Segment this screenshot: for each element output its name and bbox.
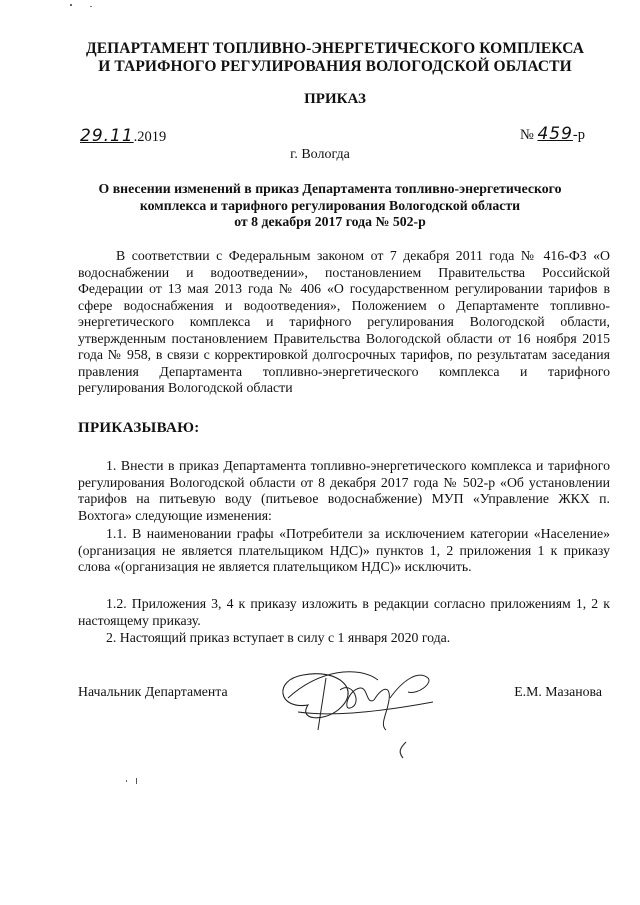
- signatory-name: Е.М. Мазанова: [514, 684, 602, 699]
- number-prefix: №: [519, 127, 534, 143]
- doc-type-title: ПРИКАЗ: [304, 91, 366, 107]
- number-handwritten: 459: [537, 124, 573, 144]
- order-date: [80, 126, 166, 146]
- order-word: ПРИКАЗЫВАЮ:: [78, 420, 200, 436]
- order-subject: [90, 181, 570, 231]
- date-handwritten: 29.11: [80, 126, 134, 146]
- date-year: .2019: [133, 129, 167, 145]
- department-line-1: ДЕПАРТАМЕНТ ТОПЛИВНО-ЭНЕРГЕТИЧЕСКОГО КОМПЛЕКСА: [85, 40, 585, 57]
- handwritten-signature: [268, 650, 448, 745]
- pen-mark: [394, 740, 410, 760]
- department-line-2: И ТАРИФНОГО РЕГУЛИРОВАНИЯ ВОЛОГОДСКОЙ ОБЛАСТИ: [98, 58, 572, 75]
- subject-line-1: О внесении изменений в приказ Департамента топливно-энергетического: [98, 181, 562, 196]
- subject-line-2: комплекса и тарифного регулирования Вологодской области: [139, 197, 521, 213]
- order-item-1: 1. Внести в приказ Департамента топливно-энергетического комплекса и тарифного регулирования Вологодской области от 8 декабря 2017 года № 502-р «Об установлении тарифов на питьевую воду (питьевое водоснабжение) МУП «Управление ЖКХ п. Вохтога» следующие изменения:: [78, 458, 610, 523]
- number-suffix: -р: [572, 127, 585, 143]
- order-item-1-1: 1.1. В наименовании графы «Потребители за исключением категории «Население» (организация не является плательщиком НДС)» пунктов 1, 2 приложения 1 к приказу слова «(организация не является плательщиком НДС)» исключить.: [78, 526, 610, 574]
- preamble-paragraph: В соответствии с Федеральным законом от 7 декабря 2011 года № 416-ФЗ «О водоснабжении и водоотведении», постановлением Правительства Российской Федерации от 13 мая 2013 года № 406 «О государственном регулировании тарифов в сфере водоснабжения и водоотведения», Положением о Департаменте топливно-энергетического комплекса и тарифного регулирования Вологодской области, утвержденным постановлением Правительства Вологодской области от 16 ноября 2015 года № 958, в связи с корректировкой долгосрочных тарифов, по результатам заседания правления Департамента топливно-энергетического комплекса и тарифного регулирования Вологодской области: [78, 248, 610, 395]
- order-item-1-2: 1.2. Приложения 3, 4 к приказу изложить в редакции согласно приложениям 1, 2 к настоящему приказу.: [78, 596, 610, 628]
- order-number: [520, 124, 585, 144]
- signatory-position: Начальник Департамента: [78, 684, 228, 699]
- subject-line-3: от 8 декабря 2017 года № 502-р: [234, 214, 426, 229]
- city: г. Вологда: [290, 147, 350, 162]
- department-header: [70, 40, 600, 76]
- order-item-2: 2. Настоящий приказ вступает в силу с 1 января 2020 года.: [106, 630, 451, 645]
